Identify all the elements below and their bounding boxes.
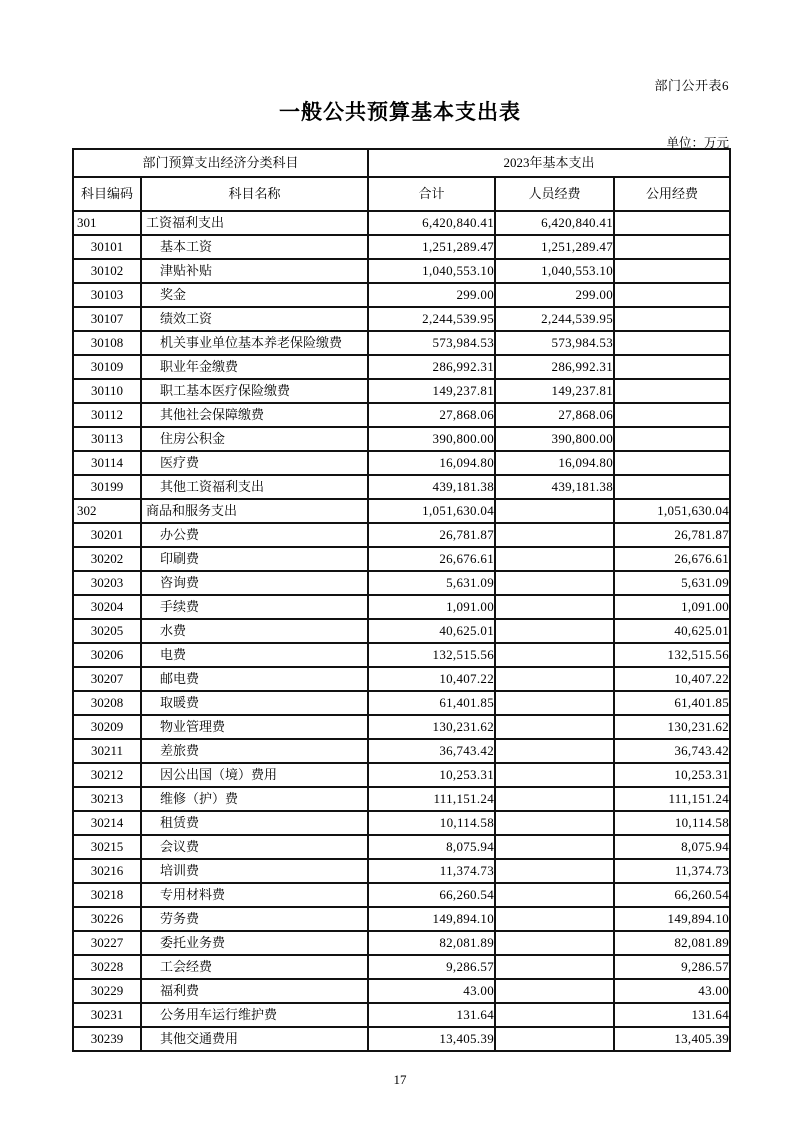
table-row xyxy=(74,764,731,788)
unit-label: 单位：万元 xyxy=(666,136,729,150)
table-row xyxy=(74,908,731,932)
public-expense-cell: 132,515.56 xyxy=(615,644,731,668)
total-value-cell: 1,251,289.47 xyxy=(369,236,496,260)
subject-name-cell: 其他交通费用 xyxy=(142,1028,369,1052)
total-value-cell: 26,676.61 xyxy=(369,548,496,572)
subject-code-cell: 30212 xyxy=(74,764,142,788)
public-expense-cell: 10,253.31 xyxy=(615,764,731,788)
public-expense-cell: 9,286.57 xyxy=(615,956,731,980)
subject-code-cell: 30215 xyxy=(74,836,142,860)
subject-name-cell: 机关事业单位基本养老保险缴费 xyxy=(142,332,369,356)
public-expense-cell xyxy=(615,380,731,404)
personnel-expense-cell xyxy=(496,764,615,788)
public-expense-cell: 149,894.10 xyxy=(615,908,731,932)
total-value-cell: 131.64 xyxy=(369,1004,496,1028)
subject-code-cell: 30199 xyxy=(74,476,142,500)
total-value-cell: 1,091.00 xyxy=(369,596,496,620)
total-value-cell: 82,081.89 xyxy=(369,932,496,956)
public-expense-cell: 13,405.39 xyxy=(615,1028,731,1052)
table-body xyxy=(74,212,731,1052)
public-expense-cell: 8,075.94 xyxy=(615,836,731,860)
subject-code-cell: 30214 xyxy=(74,812,142,836)
personnel-expense-cell xyxy=(496,836,615,860)
subject-code-cell: 30109 xyxy=(74,356,142,380)
total-value-cell: 36,743.42 xyxy=(369,740,496,764)
personnel-expense-cell xyxy=(496,908,615,932)
public-expense-cell xyxy=(615,236,731,260)
total-value-cell: 66,260.54 xyxy=(369,884,496,908)
personnel-expense-cell: 299.00 xyxy=(496,284,615,308)
total-value-cell: 111,151.24 xyxy=(369,788,496,812)
table-header-row-1 xyxy=(74,150,731,178)
subject-code-cell: 30239 xyxy=(74,1028,142,1052)
public-expense-cell: 82,081.89 xyxy=(615,932,731,956)
table-row xyxy=(74,740,731,764)
table-row xyxy=(74,1004,731,1028)
total-value-cell: 40,625.01 xyxy=(369,620,496,644)
subject-name-cell: 印刷费 xyxy=(142,548,369,572)
subject-code-cell: 30112 xyxy=(74,404,142,428)
subject-name-cell: 维修（护）费 xyxy=(142,788,369,812)
subject-code-cell: 30216 xyxy=(74,860,142,884)
total-value-cell: 10,407.22 xyxy=(369,668,496,692)
subject-name-cell: 邮电费 xyxy=(142,668,369,692)
col-header-subject-name: 科目名称 xyxy=(142,178,369,212)
table-row xyxy=(74,812,731,836)
total-value-cell: 10,114.58 xyxy=(369,812,496,836)
personnel-expense-cell xyxy=(496,692,615,716)
total-value-cell: 390,800.00 xyxy=(369,428,496,452)
personnel-expense-cell: 149,237.81 xyxy=(496,380,615,404)
table-row xyxy=(74,668,731,692)
total-value-cell: 10,253.31 xyxy=(369,764,496,788)
subject-code-cell: 30108 xyxy=(74,332,142,356)
subject-name-cell: 其他工资福利支出 xyxy=(142,476,369,500)
total-value-cell: 11,374.73 xyxy=(369,860,496,884)
subject-code-cell: 30211 xyxy=(74,740,142,764)
public-expense-cell xyxy=(615,452,731,476)
subject-name-cell: 租赁费 xyxy=(142,812,369,836)
col-header-public-expense: 公用经费 xyxy=(615,178,731,212)
table-row xyxy=(74,548,731,572)
table-row xyxy=(74,284,731,308)
subject-code-cell: 30114 xyxy=(74,452,142,476)
table-row xyxy=(74,644,731,668)
subject-name-cell: 咨询费 xyxy=(142,572,369,596)
subject-code-cell: 30218 xyxy=(74,884,142,908)
personnel-expense-cell xyxy=(496,548,615,572)
total-value-cell: 27,868.06 xyxy=(369,404,496,428)
total-value-cell: 132,515.56 xyxy=(369,644,496,668)
personnel-expense-cell: 2,244,539.95 xyxy=(496,308,615,332)
total-value-cell: 6,420,840.41 xyxy=(369,212,496,236)
col-header-total: 合计 xyxy=(369,178,496,212)
total-value-cell: 5,631.09 xyxy=(369,572,496,596)
personnel-expense-cell xyxy=(496,572,615,596)
personnel-expense-cell: 1,251,289.47 xyxy=(496,236,615,260)
subject-name-cell: 劳务费 xyxy=(142,908,369,932)
page-title: 一般公共预算基本支出表 xyxy=(279,100,521,124)
subject-code-cell: 30228 xyxy=(74,956,142,980)
subject-name-cell: 住房公积金 xyxy=(142,428,369,452)
subject-name-cell: 因公出国（境）费用 xyxy=(142,764,369,788)
personnel-expense-cell xyxy=(496,740,615,764)
table-header-row-2 xyxy=(74,178,731,212)
personnel-expense-cell xyxy=(496,1004,615,1028)
subject-name-cell: 培训费 xyxy=(142,860,369,884)
total-value-cell: 1,040,553.10 xyxy=(369,260,496,284)
public-expense-cell xyxy=(615,332,731,356)
personnel-expense-cell xyxy=(496,980,615,1004)
header-basic-expenditure-2023: 2023年基本支出 xyxy=(369,150,731,178)
subject-name-cell: 医疗费 xyxy=(142,452,369,476)
table-row xyxy=(74,692,731,716)
subject-code-cell: 301 xyxy=(74,212,142,236)
personnel-expense-cell xyxy=(496,884,615,908)
public-expense-cell: 26,781.87 xyxy=(615,524,731,548)
table-row xyxy=(74,500,731,524)
subject-code-cell: 30213 xyxy=(74,788,142,812)
personnel-expense-cell xyxy=(496,860,615,884)
subject-name-cell: 职工基本医疗保险缴费 xyxy=(142,380,369,404)
public-expense-cell xyxy=(615,284,731,308)
table-row xyxy=(74,452,731,476)
total-value-cell: 9,286.57 xyxy=(369,956,496,980)
personnel-expense-cell xyxy=(496,1028,615,1052)
header-classification: 部门预算支出经济分类科目 xyxy=(74,150,369,178)
subject-code-cell: 30102 xyxy=(74,260,142,284)
total-value-cell: 439,181.38 xyxy=(369,476,496,500)
table-row xyxy=(74,404,731,428)
total-value-cell: 149,237.81 xyxy=(369,380,496,404)
table-row xyxy=(74,788,731,812)
subject-name-cell: 公务用车运行维护费 xyxy=(142,1004,369,1028)
subject-name-cell: 奖金 xyxy=(142,284,369,308)
public-expense-cell: 66,260.54 xyxy=(615,884,731,908)
table-row xyxy=(74,476,731,500)
subject-code-cell: 30113 xyxy=(74,428,142,452)
personnel-expense-cell: 390,800.00 xyxy=(496,428,615,452)
public-expense-cell: 11,374.73 xyxy=(615,860,731,884)
subject-name-cell: 委托业务费 xyxy=(142,932,369,956)
public-expense-cell: 130,231.62 xyxy=(615,716,731,740)
public-expense-cell: 61,401.85 xyxy=(615,692,731,716)
table-row xyxy=(74,1028,731,1052)
page-number: 17 xyxy=(393,1072,407,1087)
subject-code-cell: 30226 xyxy=(74,908,142,932)
subject-code-cell: 302 xyxy=(74,500,142,524)
personnel-expense-cell xyxy=(496,524,615,548)
table-row xyxy=(74,980,731,1004)
public-expense-cell xyxy=(615,356,731,380)
public-expense-cell: 26,676.61 xyxy=(615,548,731,572)
subject-code-cell: 30103 xyxy=(74,284,142,308)
subject-name-cell: 物业管理费 xyxy=(142,716,369,740)
subject-code-cell: 30209 xyxy=(74,716,142,740)
personnel-expense-cell xyxy=(496,500,615,524)
subject-name-cell: 会议费 xyxy=(142,836,369,860)
table-row xyxy=(74,956,731,980)
subject-code-cell: 30203 xyxy=(74,572,142,596)
subject-code-cell: 30231 xyxy=(74,1004,142,1028)
personnel-expense-cell: 1,040,553.10 xyxy=(496,260,615,284)
personnel-expense-cell xyxy=(496,716,615,740)
table-row xyxy=(74,884,731,908)
subject-code-cell: 30206 xyxy=(74,644,142,668)
table-row xyxy=(74,836,731,860)
subject-code-cell: 30107 xyxy=(74,308,142,332)
subject-name-cell: 差旅费 xyxy=(142,740,369,764)
table-row xyxy=(74,572,731,596)
table-row xyxy=(74,428,731,452)
table-row xyxy=(74,524,731,548)
public-expense-cell xyxy=(615,260,731,284)
public-expense-cell: 10,114.58 xyxy=(615,812,731,836)
personnel-expense-cell xyxy=(496,644,615,668)
public-expense-cell: 43.00 xyxy=(615,980,731,1004)
table-row xyxy=(74,308,731,332)
table-row xyxy=(74,380,731,404)
personnel-expense-cell xyxy=(496,812,615,836)
personnel-expense-cell: 16,094.80 xyxy=(496,452,615,476)
subject-code-cell: 30202 xyxy=(74,548,142,572)
total-value-cell: 16,094.80 xyxy=(369,452,496,476)
public-expense-cell xyxy=(615,404,731,428)
total-value-cell: 13,405.39 xyxy=(369,1028,496,1052)
total-value-cell: 149,894.10 xyxy=(369,908,496,932)
public-expense-cell xyxy=(615,212,731,236)
table-row xyxy=(74,260,731,284)
public-expense-cell: 1,051,630.04 xyxy=(615,500,731,524)
table-row xyxy=(74,620,731,644)
total-value-cell: 299.00 xyxy=(369,284,496,308)
subject-name-cell: 基本工资 xyxy=(142,236,369,260)
public-expense-cell xyxy=(615,308,731,332)
personnel-expense-cell xyxy=(496,956,615,980)
personnel-expense-cell: 286,992.31 xyxy=(496,356,615,380)
subject-code-cell: 30201 xyxy=(74,524,142,548)
subject-code-cell: 30229 xyxy=(74,980,142,1004)
personnel-expense-cell: 6,420,840.41 xyxy=(496,212,615,236)
personnel-expense-cell: 439,181.38 xyxy=(496,476,615,500)
subject-name-cell: 水费 xyxy=(142,620,369,644)
total-value-cell: 26,781.87 xyxy=(369,524,496,548)
subject-name-cell: 取暖费 xyxy=(142,692,369,716)
subject-name-cell: 专用材料费 xyxy=(142,884,369,908)
personnel-expense-cell xyxy=(496,788,615,812)
total-value-cell: 573,984.53 xyxy=(369,332,496,356)
public-expense-cell: 131.64 xyxy=(615,1004,731,1028)
table-row xyxy=(74,236,731,260)
public-expense-cell: 1,091.00 xyxy=(615,596,731,620)
public-expense-cell: 111,151.24 xyxy=(615,788,731,812)
subject-name-cell: 职业年金缴费 xyxy=(142,356,369,380)
total-value-cell: 43.00 xyxy=(369,980,496,1004)
subject-code-cell: 30101 xyxy=(74,236,142,260)
personnel-expense-cell xyxy=(496,932,615,956)
col-header-personnel-expense: 人员经费 xyxy=(496,178,615,212)
subject-code-cell: 30208 xyxy=(74,692,142,716)
subject-name-cell: 福利费 xyxy=(142,980,369,1004)
total-value-cell: 8,075.94 xyxy=(369,836,496,860)
subject-code-cell: 30110 xyxy=(74,380,142,404)
table-row xyxy=(74,932,731,956)
subject-name-cell: 其他社会保障缴费 xyxy=(142,404,369,428)
total-value-cell: 2,244,539.95 xyxy=(369,308,496,332)
public-expense-cell: 10,407.22 xyxy=(615,668,731,692)
subject-code-cell: 30207 xyxy=(74,668,142,692)
doc-table-label: 部门公开表6 xyxy=(654,78,729,93)
public-expense-cell: 40,625.01 xyxy=(615,620,731,644)
subject-name-cell: 工会经费 xyxy=(142,956,369,980)
personnel-expense-cell xyxy=(496,668,615,692)
subject-name-cell: 办公费 xyxy=(142,524,369,548)
subject-name-cell: 商品和服务支出 xyxy=(142,500,369,524)
subject-name-cell: 手续费 xyxy=(142,596,369,620)
table-row xyxy=(74,596,731,620)
personnel-expense-cell xyxy=(496,620,615,644)
col-header-subject-code: 科目编码 xyxy=(74,178,142,212)
budget-table xyxy=(72,148,731,1052)
public-expense-cell xyxy=(615,428,731,452)
subject-name-cell: 绩效工资 xyxy=(142,308,369,332)
table-row xyxy=(74,716,731,740)
personnel-expense-cell: 27,868.06 xyxy=(496,404,615,428)
subject-name-cell: 电费 xyxy=(142,644,369,668)
total-value-cell: 130,231.62 xyxy=(369,716,496,740)
total-value-cell: 1,051,630.04 xyxy=(369,500,496,524)
public-expense-cell: 5,631.09 xyxy=(615,572,731,596)
subject-code-cell: 30204 xyxy=(74,596,142,620)
personnel-expense-cell: 573,984.53 xyxy=(496,332,615,356)
table-row xyxy=(74,860,731,884)
personnel-expense-cell xyxy=(496,596,615,620)
table-row xyxy=(74,332,731,356)
table-row xyxy=(74,356,731,380)
public-expense-cell xyxy=(615,476,731,500)
total-value-cell: 61,401.85 xyxy=(369,692,496,716)
subject-name-cell: 津贴补贴 xyxy=(142,260,369,284)
public-expense-cell: 36,743.42 xyxy=(615,740,731,764)
total-value-cell: 286,992.31 xyxy=(369,356,496,380)
subject-code-cell: 30205 xyxy=(74,620,142,644)
subject-name-cell: 工资福利支出 xyxy=(142,212,369,236)
table-row xyxy=(74,212,731,236)
subject-code-cell: 30227 xyxy=(74,932,142,956)
